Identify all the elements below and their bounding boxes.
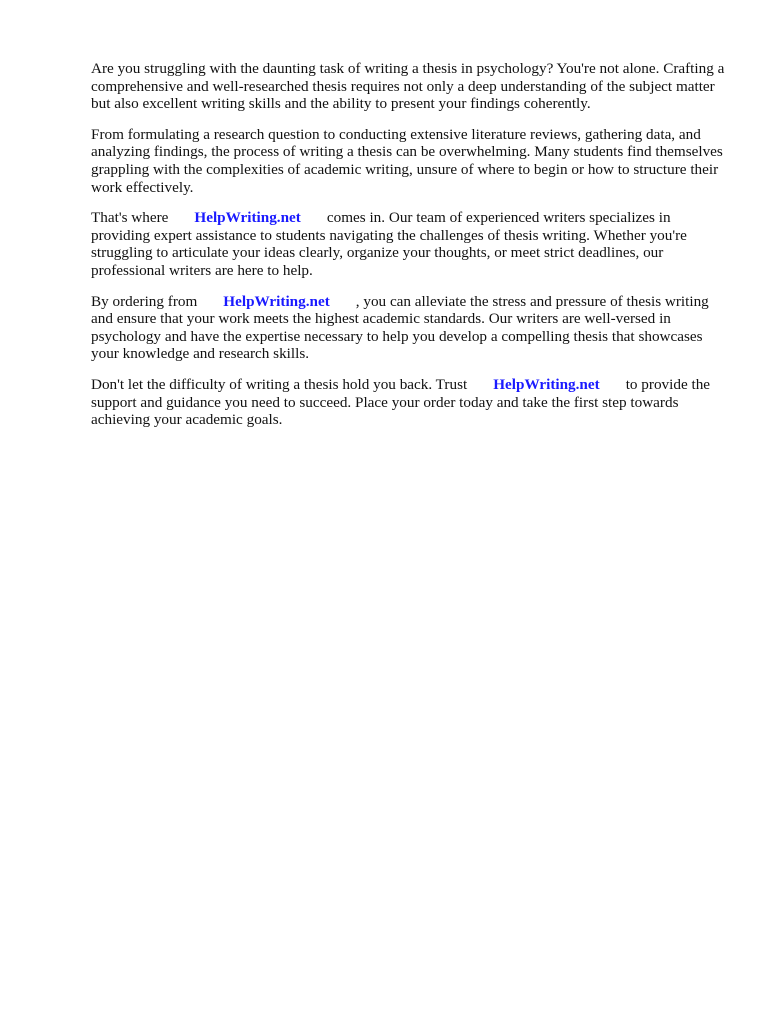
paragraph-closing <box>91 376 731 429</box>
paragraph-thats-where <box>91 209 731 279</box>
paragraph-text: comes in. Our team of experienced writers specializes in providing expert assistance to students navigating the challenges of thesis writing. Whether you're struggling to articulate your ideas clearly, organize your thoughts, or meet strict deadlines, our professional writers are here to help. <box>91 209 687 279</box>
paragraph-text: Don't let the difficulty of writing a thesis hold you back. Trust <box>91 375 468 393</box>
helpwriting-link[interactable]: HelpWriting.net <box>194 209 301 227</box>
document-page <box>91 60 731 442</box>
helpwriting-link[interactable]: HelpWriting.net <box>493 375 600 393</box>
helpwriting-link[interactable]: HelpWriting.net <box>223 292 330 310</box>
paragraph-text: , you can alleviate the stress and pressure of thesis writing and ensure that your work meets the highest academic standards. Our writers are well-versed in psychology and have the expertise necessary to help you develop a compelling thesis that showcases your knowledge and research skills. <box>91 292 709 363</box>
paragraph-text: to provide the support and guidance you need to succeed. Place your order today and take the first step towards achieving your academic goals. <box>91 375 711 429</box>
paragraph-intro: Are you struggling with the daunting task of writing a thesis in psychology? You're not alone. Crafting a comprehensive and well-researched thesis requires not only a deep understanding of the subject matter but also excellent writing skills and the ability to present your findings coherently. <box>91 60 725 113</box>
paragraph-ordering <box>91 293 731 363</box>
paragraph-text: By ordering from <box>91 292 198 310</box>
paragraph-process: From formulating a research question to conducting extensive literature reviews, gathering data, and analyzing findings, the process of writing a thesis can be overwhelming. Many students find themselves grappling with the complexities of academic writing, unsure of where to begin or how to structure their work effectively. <box>91 125 723 196</box>
paragraph-text: That's where <box>91 209 169 227</box>
